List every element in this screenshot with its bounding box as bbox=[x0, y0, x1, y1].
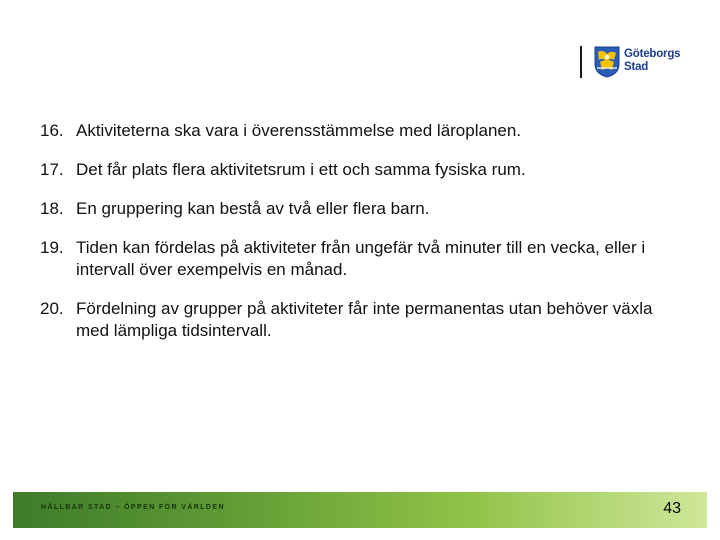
logo-divider bbox=[580, 46, 582, 78]
logo-line-2: Stad bbox=[624, 61, 649, 73]
footer-bar bbox=[13, 492, 707, 528]
city-crest-icon bbox=[594, 46, 620, 78]
item-text: En gruppering kan bestå av två eller flera barn. bbox=[76, 199, 430, 218]
item-number: 16. bbox=[40, 121, 64, 140]
page-number: 43 bbox=[663, 500, 681, 517]
footer-tagline: HÅLLBAR STAD – ÖPPEN FÖR VÄRLDEN bbox=[41, 504, 225, 511]
logo-wordmark bbox=[624, 48, 680, 74]
item-text: Aktiviteterna ska vara i överensstämmelse med läroplanen. bbox=[76, 121, 522, 140]
item-text: Tiden kan fördelas på aktiviteter från ungefär två minuter till en vecka, eller i intervall över exempelvis en månad. bbox=[76, 238, 646, 279]
item-number: 19. bbox=[40, 238, 64, 257]
item-number: 18. bbox=[40, 199, 64, 218]
item-text: Det får plats flera aktivitetsrum i ett och samma fysiska rum. bbox=[76, 160, 526, 179]
numbered-list bbox=[40, 120, 680, 359]
list-item bbox=[40, 159, 680, 181]
item-text: Fördelning av grupper på aktiviteter får inte permanentas utan behöver växla med lämpliga tidsintervall. bbox=[76, 299, 653, 340]
list-item bbox=[40, 237, 680, 281]
item-number: 17. bbox=[40, 160, 64, 179]
list-item bbox=[40, 298, 680, 342]
list-item bbox=[40, 198, 680, 220]
goteborgs-stad-logo bbox=[580, 44, 710, 80]
list-item bbox=[40, 120, 680, 142]
item-number: 20. bbox=[40, 299, 64, 318]
logo-line-1: Göteborgs bbox=[624, 48, 681, 60]
